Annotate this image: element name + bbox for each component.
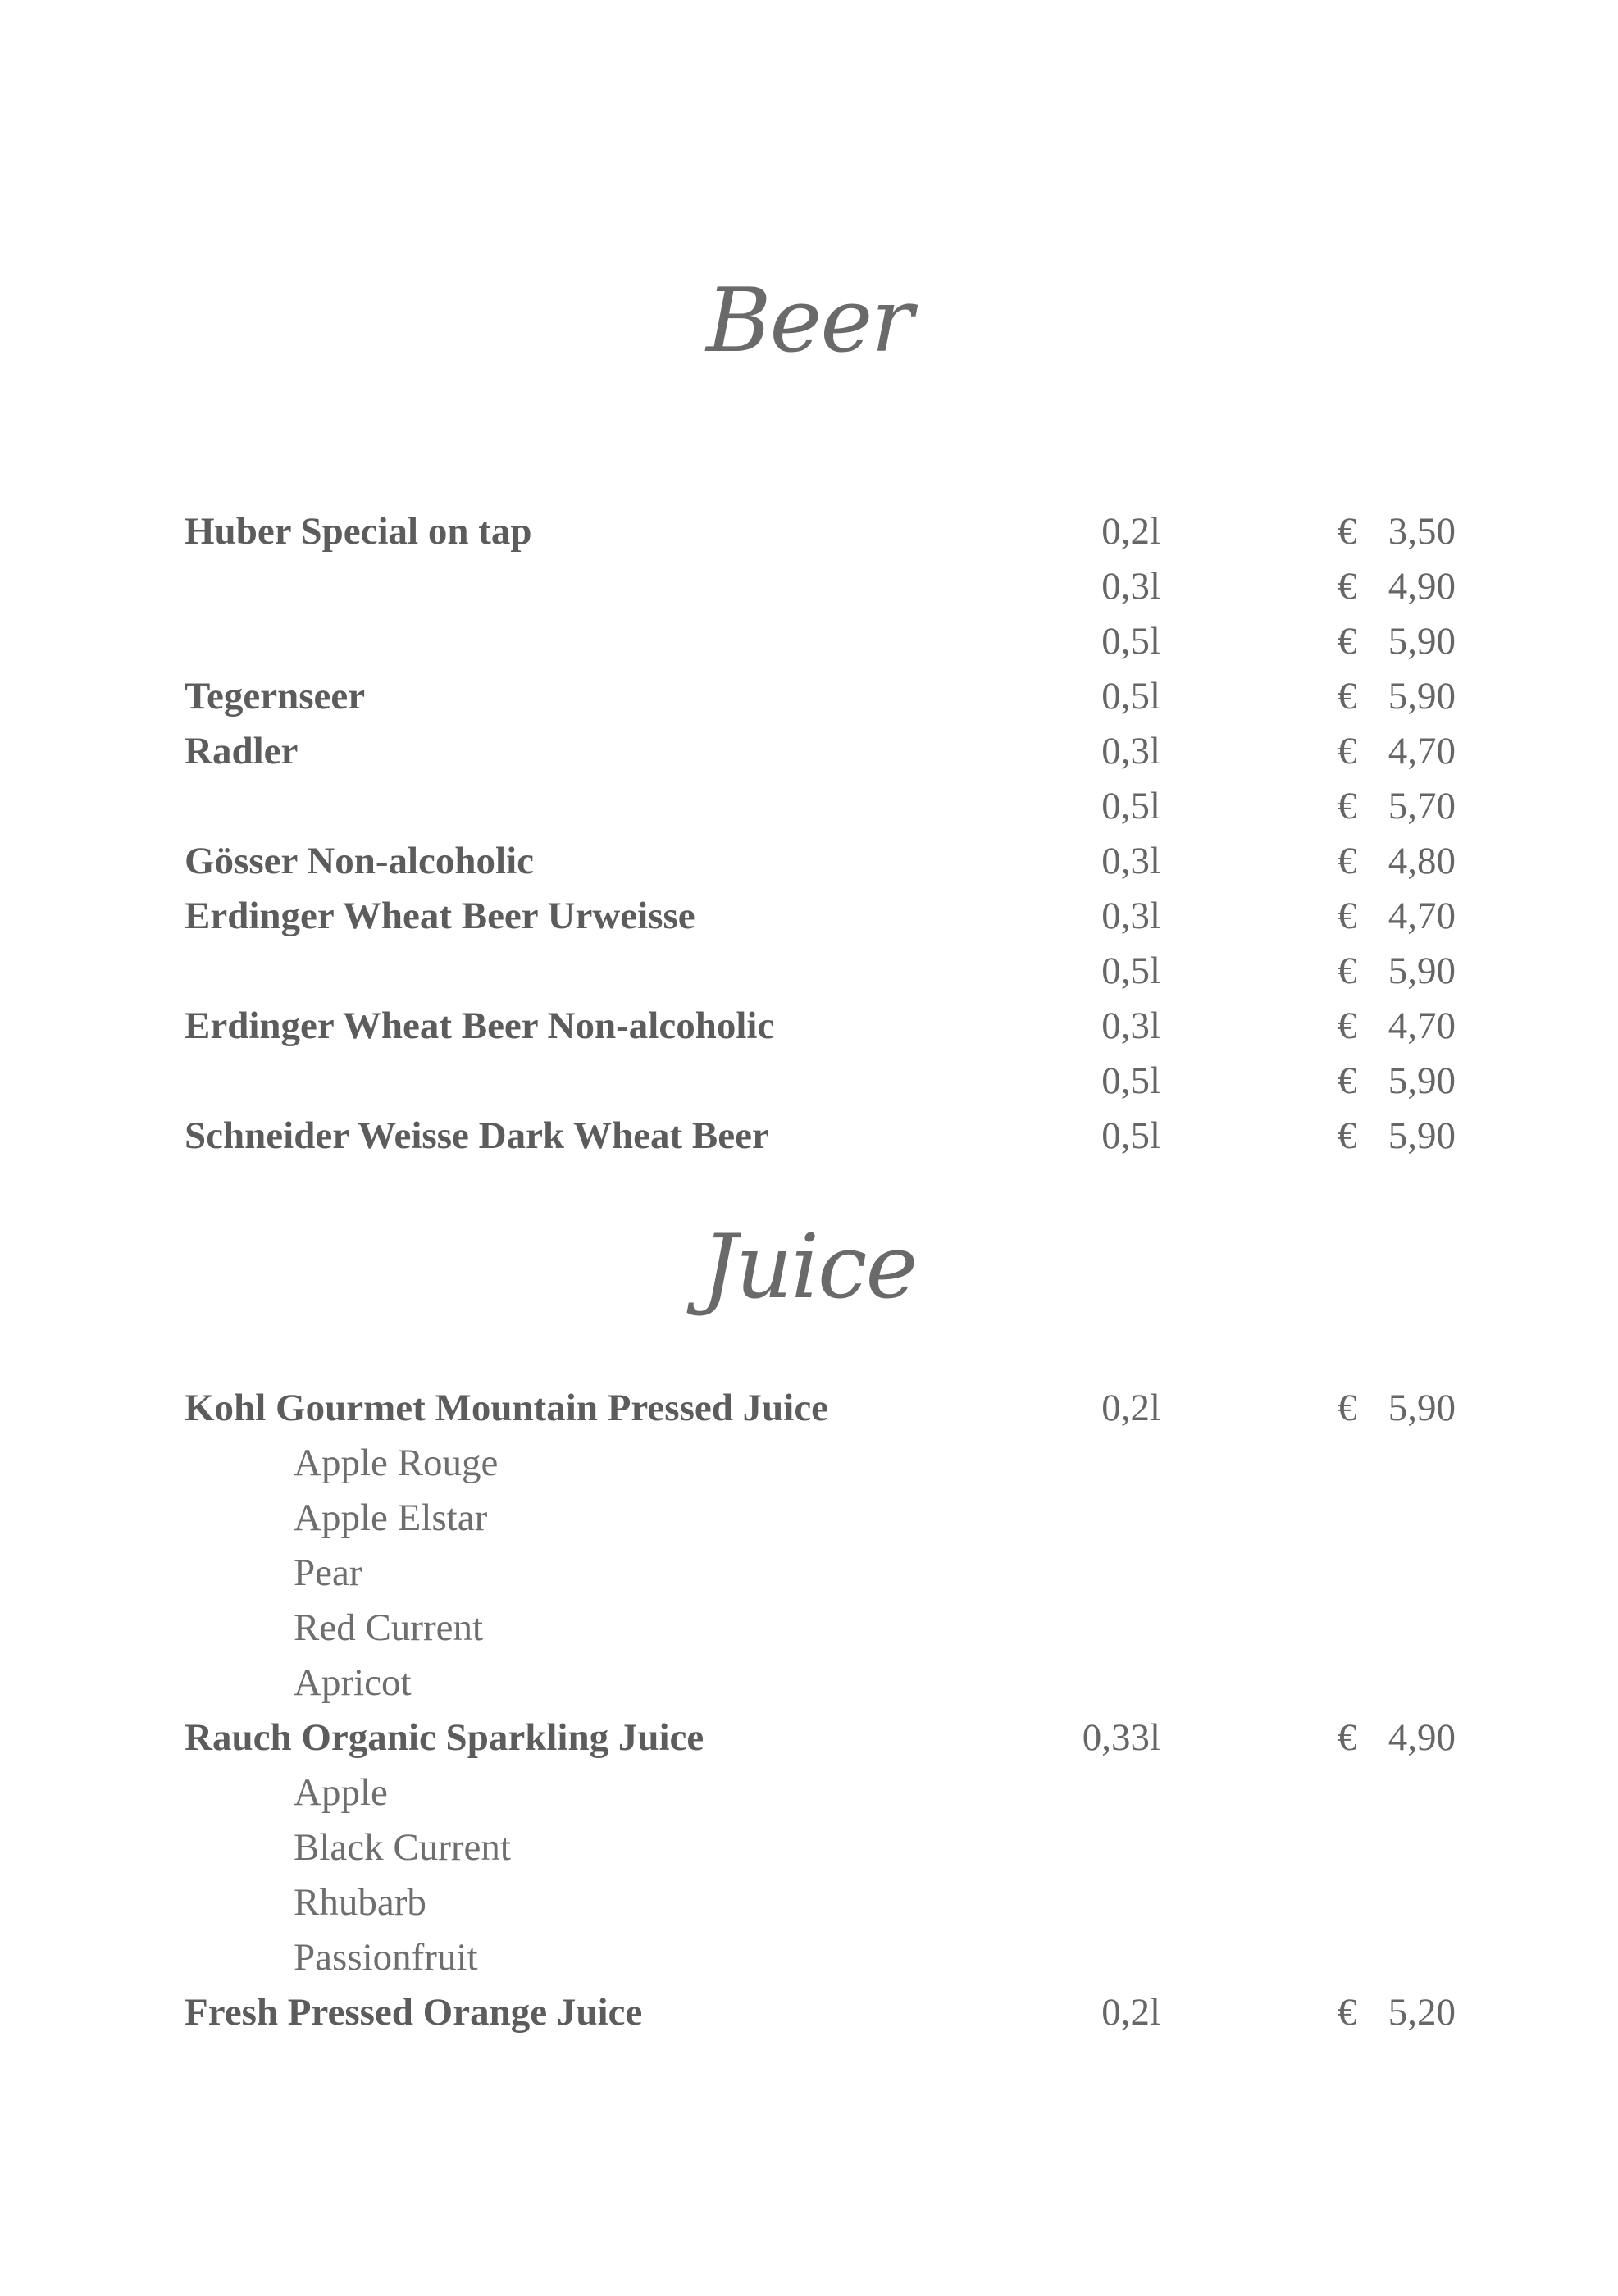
juice-menu-row — [185, 1765, 1456, 1820]
juice-variety-name: Red Current — [294, 1606, 484, 1649]
beer-item-volume: 0,2l — [1101, 510, 1160, 553]
juice-item-volume: 0,2l — [1101, 1387, 1160, 1429]
beer-menu-row — [185, 614, 1456, 669]
juice-section-title: Juice — [701, 1216, 917, 1319]
beer-currency-symbol: € — [1338, 730, 1357, 772]
beer-menu-row — [185, 779, 1456, 834]
beer-currency-symbol: € — [1338, 1114, 1357, 1157]
beer-item-price: 3,50 — [1388, 510, 1456, 553]
juice-menu-row — [185, 1656, 1456, 1711]
juice-item-volume: 0,33l — [1082, 1716, 1160, 1759]
beer-item-volume: 0,5l — [1101, 1059, 1160, 1102]
beer-item-price: 4,80 — [1388, 840, 1456, 882]
juice-menu-row — [185, 1985, 1456, 2040]
beer-currency-symbol: € — [1338, 840, 1357, 882]
beer-item-price: 5,70 — [1388, 785, 1456, 827]
beer-item-volume: 0,5l — [1101, 620, 1160, 663]
juice-menu-row — [185, 1875, 1456, 1930]
juice-currency-symbol: € — [1338, 1991, 1357, 2034]
beer-item-volume: 0,5l — [1101, 1114, 1160, 1157]
beer-item-volume: 0,3l — [1101, 565, 1160, 608]
juice-item-name: Fresh Pressed Orange Juice — [185, 1991, 643, 2034]
juice-variety-name: Pear — [294, 1551, 362, 1594]
beer-currency-symbol: € — [1338, 675, 1357, 718]
juice-item-price: 5,20 — [1388, 1991, 1456, 2034]
beer-item-name: Radler — [185, 730, 299, 772]
beer-item-name: Gösser Non-alcoholic — [185, 840, 535, 882]
beer-currency-symbol: € — [1338, 620, 1357, 663]
beer-menu-row — [185, 1054, 1456, 1109]
beer-menu-row — [185, 559, 1456, 614]
beer-item-price: 4,90 — [1388, 565, 1456, 608]
beer-menu-row — [185, 504, 1456, 559]
juice-menu-row — [185, 1491, 1456, 1546]
juice-variety-name: Apricot — [294, 1661, 412, 1704]
beer-section-title: Beer — [706, 270, 912, 372]
juice-variety-name: Apple Elstar — [294, 1496, 488, 1539]
juice-menu-row — [185, 1601, 1456, 1656]
beer-item-price: 5,90 — [1388, 950, 1456, 992]
beer-item-name: Huber Special on tap — [185, 510, 532, 553]
juice-item-name: Rauch Organic Sparkling Juice — [185, 1716, 704, 1759]
beer-menu-row — [185, 834, 1456, 889]
beer-menu-row — [185, 724, 1456, 779]
juice-currency-symbol: € — [1338, 1716, 1357, 1759]
beer-item-name: Erdinger Wheat Beer Non-alcoholic — [185, 1004, 775, 1047]
juice-price-list — [185, 1381, 1456, 2040]
beer-currency-symbol: € — [1338, 785, 1357, 827]
beer-currency-symbol: € — [1338, 565, 1357, 608]
beer-currency-symbol: € — [1338, 895, 1357, 937]
juice-menu-row — [185, 1820, 1456, 1875]
beer-item-name: Schneider Weisse Dark Wheat Beer — [185, 1114, 769, 1157]
juice-menu-row — [185, 1381, 1456, 1436]
beer-currency-symbol: € — [1338, 1004, 1357, 1047]
juice-variety-name: Passionfruit — [294, 1936, 478, 1979]
beer-item-price: 5,90 — [1388, 675, 1456, 718]
beer-item-volume: 0,5l — [1101, 785, 1160, 827]
beer-item-price: 4,70 — [1388, 1004, 1456, 1047]
beer-item-name: Erdinger Wheat Beer Urweisse — [185, 895, 695, 937]
beer-price-list — [185, 504, 1456, 1164]
beer-menu-row — [185, 999, 1456, 1054]
beer-item-name: Tegernseer — [185, 675, 366, 718]
beer-item-price: 4,70 — [1388, 895, 1456, 937]
juice-item-volume: 0,2l — [1101, 1991, 1160, 2034]
beer-menu-row — [185, 889, 1456, 944]
beer-item-volume: 0,3l — [1101, 895, 1160, 937]
juice-item-price: 5,90 — [1388, 1387, 1456, 1429]
beer-menu-row — [185, 1109, 1456, 1164]
beer-currency-symbol: € — [1338, 1059, 1357, 1102]
beer-currency-symbol: € — [1338, 510, 1357, 553]
beer-item-price: 5,90 — [1388, 1059, 1456, 1102]
beer-item-volume: 0,3l — [1101, 1004, 1160, 1047]
juice-menu-row — [185, 1930, 1456, 1985]
beer-item-price: 4,70 — [1388, 730, 1456, 772]
juice-currency-symbol: € — [1338, 1387, 1357, 1429]
beer-item-price: 5,90 — [1388, 1114, 1456, 1157]
beer-currency-symbol: € — [1338, 950, 1357, 992]
beer-item-volume: 0,5l — [1101, 675, 1160, 718]
juice-menu-row — [185, 1436, 1456, 1491]
juice-item-price: 4,90 — [1388, 1716, 1456, 1759]
juice-item-name: Kohl Gourmet Mountain Pressed Juice — [185, 1387, 829, 1429]
juice-menu-row — [185, 1546, 1456, 1601]
juice-variety-name: Black Current — [294, 1826, 511, 1869]
juice-variety-name: Rhubarb — [294, 1881, 426, 1924]
beer-item-volume: 0,3l — [1101, 840, 1160, 882]
juice-variety-name: Apple — [294, 1771, 388, 1814]
beer-menu-row — [185, 944, 1456, 999]
beer-item-price: 5,90 — [1388, 620, 1456, 663]
beer-menu-row — [185, 669, 1456, 724]
juice-variety-name: Apple Rouge — [294, 1442, 499, 1484]
juice-menu-row — [185, 1711, 1456, 1765]
beer-item-volume: 0,3l — [1101, 730, 1160, 772]
beer-item-volume: 0,5l — [1101, 950, 1160, 992]
